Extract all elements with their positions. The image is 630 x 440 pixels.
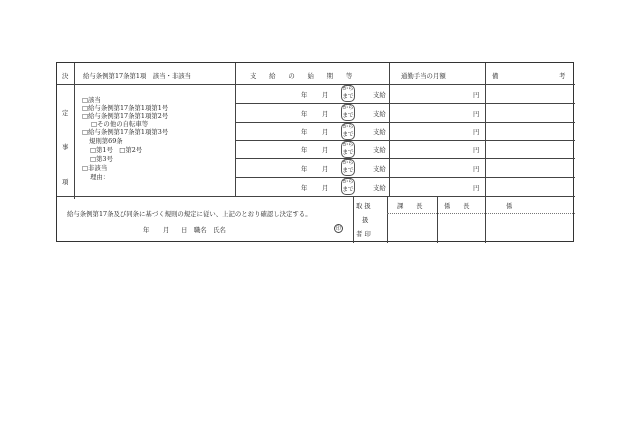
row5-month: 月 [322, 165, 329, 173]
row4-shikyu: 支給 [373, 146, 386, 154]
header-article: 給与条例第17条第1項 該当・非該当 [83, 72, 192, 80]
footer-divider [57, 196, 575, 197]
header-start-period: 支 給 の 始 期 等 [250, 72, 353, 80]
row1-kara-made: から まで [341, 85, 355, 102]
row-divider-1 [235, 103, 575, 104]
row5-year: 年 [301, 165, 308, 173]
row-divider-2 [235, 122, 575, 123]
item-art17-1-1: □給与条例第17条第1項第1号 [82, 104, 169, 112]
amount-column-divider [485, 63, 486, 243]
row-divider-5 [235, 177, 575, 178]
row3-year: 年 [301, 128, 308, 136]
commuting-allowance-decision-form [56, 62, 574, 242]
row2-yen: 円 [473, 110, 480, 118]
row3-kara-made: から まで [341, 123, 355, 140]
item-not-applicable: □非該当 [82, 164, 108, 172]
row1-month: 月 [322, 91, 329, 99]
row4-yen: 円 [473, 146, 480, 154]
handler-label-3: 者 印 [356, 230, 371, 238]
item-art17-1-3: □給与条例第17条第1項第3号 [82, 128, 169, 136]
approval-dotted-line [387, 213, 575, 214]
item-reason: 理由： [90, 173, 110, 181]
item-no1-no2: □第1号 □第2号 [90, 146, 143, 154]
item-rule69: 規則第69条 [89, 137, 123, 145]
row3-shikyu: 支給 [373, 128, 386, 136]
side-label-kou: 項 [62, 178, 69, 186]
chief-divider [437, 196, 438, 243]
row4-kara-made: から まで [341, 141, 355, 158]
date-month: 月 [163, 226, 170, 234]
side-label-ketsu: 決 [62, 72, 69, 80]
row4-year: 年 [301, 146, 308, 154]
decision-statement: 給与条例第17条及び同条に基づく規則の規定に従い、上記のとおり確認し決定する。 [67, 210, 312, 218]
row5-kara-made: から まで [341, 159, 355, 176]
date-day: 日 [181, 226, 188, 234]
header-remarks-1: 備 [492, 72, 499, 80]
row-divider-4 [235, 158, 575, 159]
row1-shikyu: 支給 [373, 91, 386, 99]
side-label-tei: 定 [62, 109, 69, 117]
row3-month: 月 [322, 128, 329, 136]
item-applicable: □該当 [82, 96, 101, 104]
row1-yen: 円 [473, 91, 480, 99]
section-chief-label: 課 長 [397, 202, 423, 210]
row5-yen: 円 [473, 165, 480, 173]
handler-label-1: 取 扱 [356, 202, 371, 210]
row3-yen: 円 [473, 128, 480, 136]
title-and-name: 職名 氏名 [194, 226, 226, 234]
seal-mark: 印 [335, 226, 341, 232]
staff-label: 係 [506, 202, 513, 210]
row2-month: 月 [322, 110, 329, 118]
item-no3: □第3号 [90, 155, 113, 163]
row2-shikyu: 支給 [373, 110, 386, 118]
row6-month: 月 [322, 184, 329, 192]
row6-kara-made: から まで [341, 178, 355, 195]
row4-month: 月 [322, 146, 329, 154]
handler-divider [387, 196, 388, 243]
row-divider-3 [235, 140, 575, 141]
handler-label-2: 扱 [362, 216, 369, 224]
date-year: 年 [143, 226, 150, 234]
item-other-bicycle: □その他の自転車等 [91, 120, 149, 128]
unit-chief-label: 係 長 [444, 202, 470, 210]
header-monthly-amount: 通勤手当の月額 [401, 72, 446, 80]
side-label-ji: 事 [62, 143, 69, 151]
row6-shikyu: 支給 [373, 184, 386, 192]
row6-yen: 円 [473, 184, 480, 192]
row6-year: 年 [301, 184, 308, 192]
row5-shikyu: 支給 [373, 165, 386, 173]
footer-approval-divider [353, 196, 354, 243]
header-remarks-2: 考 [559, 72, 566, 80]
item-art17-1-2: □給与条例第17条第1項第2号 [82, 112, 169, 120]
header-divider [57, 84, 575, 85]
row2-year: 年 [301, 110, 308, 118]
row1-year: 年 [301, 91, 308, 99]
row2-kara-made: から まで [341, 104, 355, 121]
